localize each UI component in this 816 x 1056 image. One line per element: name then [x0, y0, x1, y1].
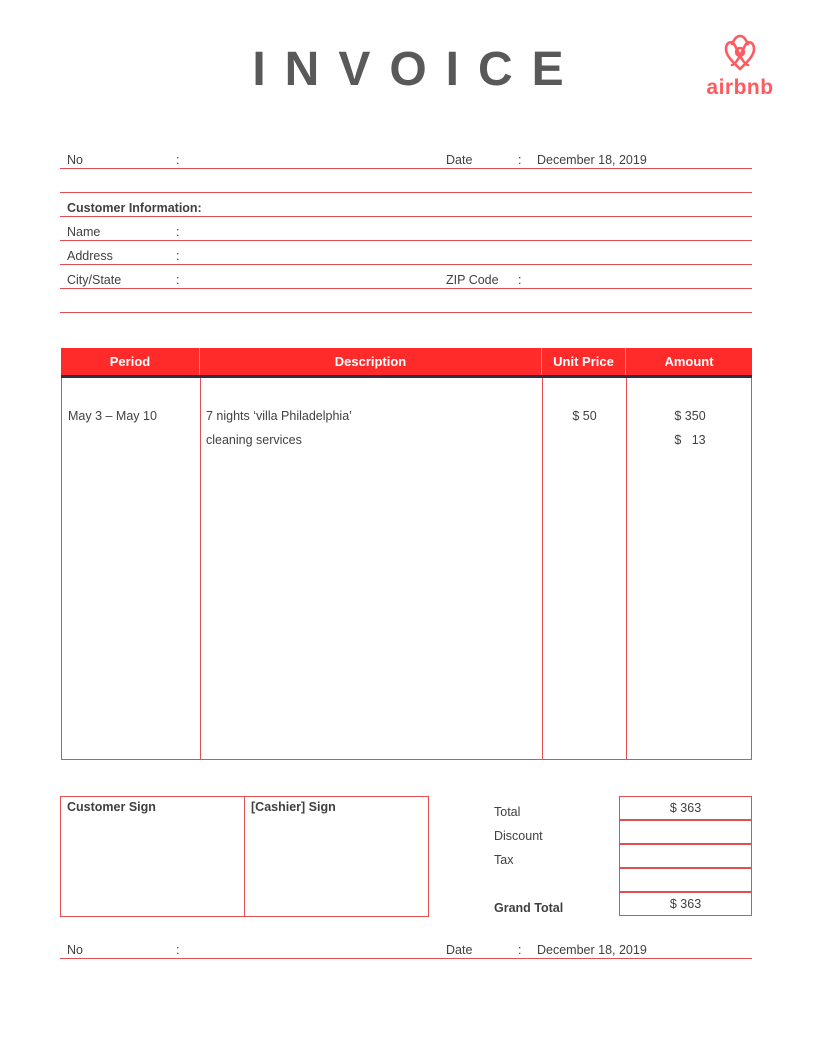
invoice-title: INVOICE — [252, 43, 583, 96]
address-label: Address — [67, 249, 113, 263]
date-label: Date — [446, 153, 473, 167]
cashier-sign-label: [Cashier] Sign — [251, 800, 336, 814]
tax-value — [619, 844, 752, 868]
date-colon: : — [518, 153, 522, 167]
divider-line — [60, 312, 752, 313]
row-description: 7 nights ‘villa Philadelphia’ — [206, 409, 352, 423]
tax-label: Tax — [494, 853, 514, 867]
bottom-date-label: Date — [446, 943, 473, 957]
zip-code-colon: : — [518, 273, 522, 287]
date-value: December 18, 2019 — [537, 153, 647, 167]
name-colon: : — [176, 225, 180, 239]
amount-header: Amount — [664, 354, 714, 369]
customer-sign-label: Customer Sign — [67, 800, 156, 814]
total-label: Total — [494, 805, 521, 819]
zip-code-label: ZIP Code — [446, 273, 499, 287]
blank-summary-value — [619, 868, 752, 892]
column-separator — [542, 378, 543, 759]
unit-price-header: Unit Price — [553, 354, 614, 369]
discount-label: Discount — [494, 829, 543, 843]
divider-line — [60, 264, 752, 265]
airbnb-logo — [702, 34, 778, 100]
row-description: cleaning services — [206, 433, 302, 447]
row-period: May 3 – May 10 — [68, 409, 157, 423]
bottom-date-value: December 18, 2019 — [537, 943, 647, 957]
bottom-no-label: No — [67, 943, 83, 957]
divider-line — [60, 216, 752, 217]
airbnb-belo-icon — [722, 34, 758, 74]
signature-box — [60, 796, 429, 917]
logo-wordmark: airbnb — [706, 76, 774, 99]
items-table-body — [61, 378, 752, 760]
column-separator — [200, 378, 201, 759]
divider-line — [60, 168, 752, 169]
bottom-date-colon: : — [518, 943, 522, 957]
row-unit-price: $ 50 — [572, 409, 597, 423]
city-state-colon: : — [176, 273, 180, 287]
divider-line — [60, 192, 752, 193]
no-colon: : — [176, 153, 180, 167]
signature-separator — [244, 797, 245, 916]
no-label: No — [67, 153, 83, 167]
customer-info-heading: Customer Information: — [67, 201, 202, 215]
address-colon: : — [176, 249, 180, 263]
grand-total-label: Grand Total — [494, 901, 564, 915]
divider-line — [60, 958, 752, 959]
grand-total-value: $ 363 — [619, 892, 752, 916]
discount-value — [619, 820, 752, 844]
city-state-label: City/State — [67, 273, 122, 287]
description-header: Description — [334, 354, 407, 369]
divider-line — [60, 288, 752, 289]
row-amount: $ 350 — [674, 409, 706, 423]
bottom-no-colon: : — [176, 943, 180, 957]
divider-line — [60, 240, 752, 241]
row-amount: $ 13 — [674, 433, 706, 447]
period-header: Period — [109, 354, 151, 369]
items-table-header — [61, 348, 752, 375]
name-label: Name — [67, 225, 101, 239]
total-value: $ 363 — [619, 796, 752, 820]
